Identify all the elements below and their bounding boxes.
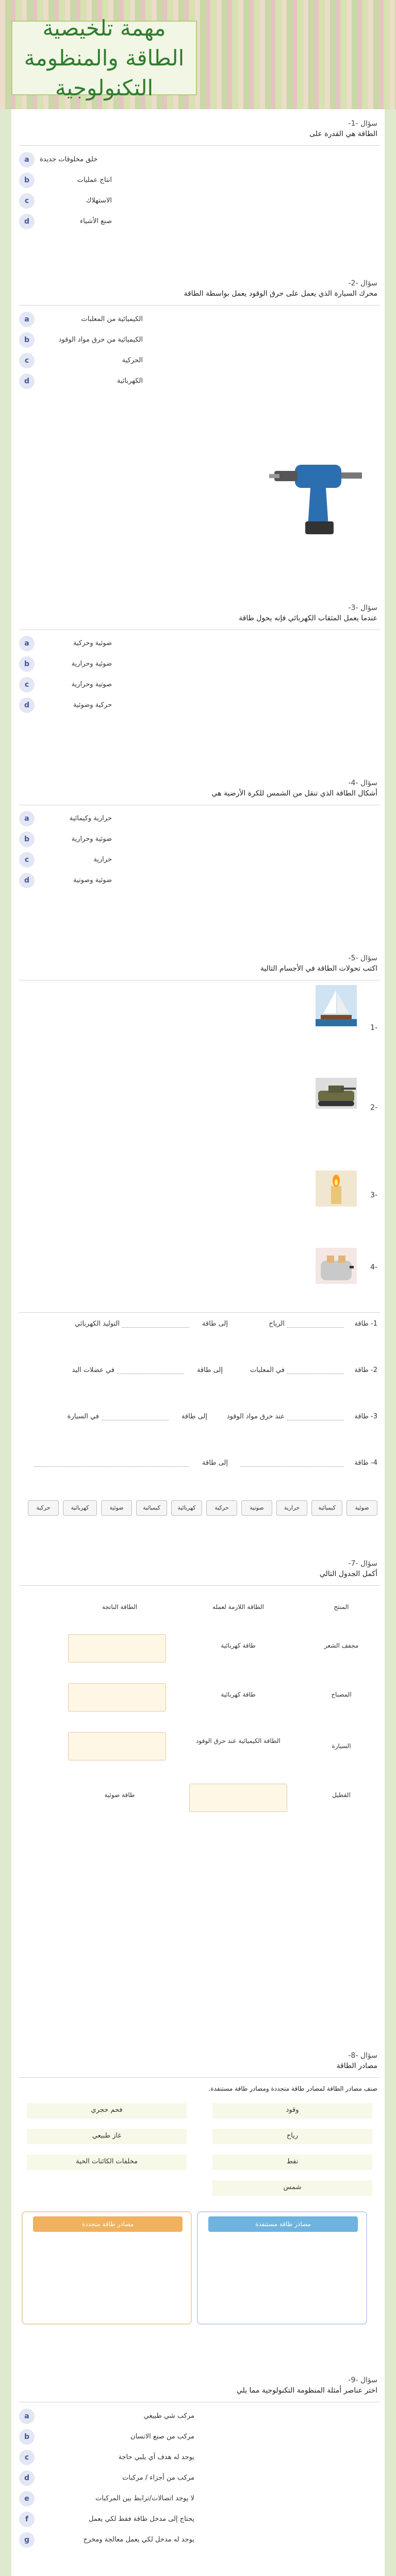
option[interactable] — [19, 2532, 328, 2553]
sort-items — [22, 2103, 377, 2206]
sort-card[interactable]: غاز طبيعي — [27, 2129, 187, 2144]
sort-card[interactable]: رياح — [212, 2129, 372, 2144]
question-number: سؤال -1- — [348, 120, 377, 128]
option[interactable] — [19, 353, 328, 374]
option-letter: c — [19, 2450, 35, 2465]
blank-field[interactable] — [35, 1466, 189, 1467]
zone-label: مصادر طاقة متجددة — [33, 2216, 183, 2232]
electric-drill-image — [269, 444, 367, 542]
option-text: مركب من صنع الانسان — [130, 2433, 194, 2441]
sort-card[interactable]: فحم حجري — [27, 2103, 187, 2119]
word-chip[interactable]: حركية — [206, 1500, 237, 1516]
option[interactable] — [19, 152, 328, 173]
word-chip[interactable]: صوتية — [241, 1500, 272, 1516]
option-text: مركب شي طبيعي — [143, 2412, 194, 2420]
sort-card[interactable]: وقود — [212, 2103, 372, 2119]
answer-input[interactable] — [68, 1732, 166, 1760]
option-text: انتاج عمليات — [77, 176, 112, 184]
table-header: الطاقة اللازمة لعمله — [212, 1603, 264, 1611]
option-text: الاستهلاك — [86, 197, 112, 205]
option[interactable] — [19, 852, 328, 873]
option-letter: a — [19, 312, 35, 327]
row-text: الرياح — [269, 1320, 285, 1328]
option[interactable] — [19, 2450, 328, 2470]
option[interactable] — [19, 811, 328, 832]
question-number: سؤال -7- — [348, 1560, 377, 1568]
word-chip[interactable]: ضوئية — [346, 1500, 377, 1516]
sort-card[interactable]: مخلفات الكائنات الحية — [27, 2155, 187, 2170]
option[interactable] — [19, 832, 328, 852]
row-label: 2- طاقة — [354, 1366, 377, 1374]
option[interactable] — [19, 214, 328, 234]
row-text: إلى طاقة — [181, 1413, 207, 1420]
question-number: سؤال -2- — [348, 279, 377, 287]
option-letter: d — [19, 374, 35, 389]
word-chip[interactable]: ضوئية — [101, 1500, 132, 1516]
fill-row — [22, 1459, 377, 1485]
option[interactable] — [19, 173, 328, 193]
option-letter: d — [19, 2470, 35, 2486]
option-text: خلق مخلوقات جديدة — [40, 156, 98, 163]
option[interactable] — [19, 873, 328, 893]
options-list — [19, 2409, 328, 2553]
blank-field[interactable] — [122, 1327, 189, 1328]
option[interactable] — [19, 312, 328, 332]
table-cell: السيارة — [332, 1742, 351, 1750]
option-letter: b — [19, 656, 35, 672]
fill-row — [22, 1320, 377, 1356]
option[interactable] — [19, 2429, 328, 2450]
option-letter: c — [19, 852, 35, 868]
option-text: مركب من أجزاء / مركبات — [122, 2474, 194, 2482]
option[interactable] — [19, 2470, 328, 2491]
option-text: لا يوجد اتصالات/ترابط بين المركبات — [95, 2495, 194, 2502]
divider — [19, 1312, 380, 1313]
word-chip[interactable]: كيميائية — [311, 1500, 342, 1516]
blank-field[interactable] — [241, 1466, 344, 1467]
item-number: -3 — [370, 1191, 377, 1199]
option[interactable] — [19, 636, 328, 656]
option-letter: c — [19, 677, 35, 692]
option[interactable] — [19, 193, 328, 214]
row-text: في المعلبات — [250, 1366, 285, 1374]
option-text: ضوئية وحرارية — [71, 660, 112, 668]
option-text: الكيميائية من حرق مواد الوقود — [58, 336, 143, 344]
blank-field[interactable] — [287, 1327, 344, 1328]
drop-zone-depleted[interactable] — [197, 2211, 367, 2325]
answer-input[interactable] — [68, 1634, 166, 1663]
table-cell: مجفف الشعر — [324, 1642, 359, 1649]
row-text: في السيارة — [67, 1413, 99, 1420]
word-chip[interactable]: حركية — [28, 1500, 59, 1516]
option[interactable] — [19, 332, 328, 353]
options-list — [19, 312, 328, 394]
option-letter: a — [19, 636, 35, 651]
divider — [19, 1585, 380, 1586]
row-text: إلى طاقة — [202, 1320, 228, 1328]
options-list — [19, 152, 328, 234]
option-text: الكيميائية من المعلبات — [81, 315, 143, 323]
question-number: سؤال -4- — [348, 779, 377, 787]
option-text: الحركية — [122, 357, 143, 364]
option-text: صنع الأشياء — [80, 217, 112, 225]
answer-input[interactable] — [68, 1683, 166, 1711]
candle-image — [316, 1171, 357, 1207]
question-text: أشكال الطاقة الذي تنقل من الشمس للكرة الأرضية هي — [211, 789, 377, 798]
option-letter: d — [19, 698, 35, 713]
option-letter: a — [19, 811, 35, 826]
question-text: عندما يعمل المثقاب الكهربائي فإنه يحول طاقة — [239, 614, 377, 622]
word-chip[interactable]: حرارية — [276, 1500, 307, 1516]
option-text: الكهربائية — [117, 377, 143, 385]
tank-image — [316, 1078, 357, 1109]
table-cell: المصباح — [331, 1691, 352, 1698]
option[interactable] — [19, 2512, 328, 2532]
options-list — [19, 811, 328, 893]
word-chip[interactable]: كهربائية — [63, 1500, 97, 1516]
option-text: حرارية — [93, 856, 112, 863]
word-chip[interactable]: كهربائية — [171, 1500, 202, 1516]
toaster-image — [316, 1248, 357, 1284]
item-number: -4 — [370, 1263, 377, 1272]
option-letter: c — [19, 193, 35, 209]
option-text: ضوئية وحرارية — [71, 835, 112, 843]
option-letter: d — [19, 214, 35, 229]
option-letter: b — [19, 332, 35, 348]
answer-input[interactable] — [189, 1784, 287, 1812]
table-cell: طاقة كهربائية — [221, 1691, 256, 1698]
sort-card[interactable]: نفط — [212, 2155, 372, 2170]
sort-card[interactable]: شمس — [212, 2180, 372, 2196]
option-text: حركية وضوئية — [73, 701, 112, 709]
option-letter: a — [19, 152, 35, 167]
table-cell: الطاقة الكيميائية عند حرق الوقود — [196, 1737, 280, 1744]
table-cell: القطيل — [332, 1791, 351, 1799]
option-letter: f — [19, 2512, 35, 2527]
question-text: الطاقة هي القدرة على — [309, 130, 377, 138]
question-text: مصادر الطاقة — [336, 2062, 377, 2070]
worksheet — [11, 109, 385, 2576]
option-text: ضوئية وحركية — [73, 639, 112, 647]
row-text: التوليد الكهربائي — [74, 1320, 120, 1328]
question-number: سؤال -8- — [348, 2052, 377, 2060]
option-letter: a — [19, 2409, 35, 2424]
question-number: سؤال -3- — [348, 604, 377, 612]
option-letter: d — [19, 873, 35, 888]
table-header: المنتج — [334, 1603, 349, 1611]
fill-row — [22, 1413, 377, 1449]
option-text: صوتية وحرارية — [71, 681, 112, 688]
zone-label: مصادر طاقة مستنفدة — [208, 2216, 358, 2232]
row-text: إلى طاقة — [196, 1366, 223, 1374]
option[interactable] — [19, 677, 328, 698]
option-text: يوجد له هدف أي يلبي حاجة — [118, 2453, 194, 2461]
question-number: سؤال -5- — [348, 954, 377, 962]
instruction-text: صنف مصادر الطاقة لمصادر طاقة متجددة ومصادر طاقة مستنفدة. — [208, 2085, 377, 2092]
option-letter: b — [19, 832, 35, 847]
drop-zone-renewable[interactable] — [22, 2211, 192, 2325]
divider — [19, 305, 380, 306]
divider — [19, 145, 380, 146]
options-list — [19, 636, 328, 718]
option-letter: b — [19, 2429, 35, 2445]
option-letter: b — [19, 173, 35, 188]
table-cell: طاقة كهربائية — [221, 1642, 256, 1649]
energy-table — [22, 1593, 377, 1882]
table-header: الطاقة الناتجة — [102, 1603, 138, 1611]
question-text: اختر عناصر أمثلة المنظومة التكنولوجية مما يلي — [236, 2386, 377, 2395]
option-text: حرارية وكيمائية — [69, 815, 112, 822]
row-label: 4- طاقة — [354, 1459, 377, 1467]
word-chip[interactable]: كيميائية — [136, 1500, 167, 1516]
question-text: أكمل الجدول التالي — [319, 1570, 377, 1578]
option[interactable] — [19, 374, 328, 394]
option[interactable] — [19, 2409, 328, 2429]
row-text: في عضلات اليد — [72, 1366, 114, 1374]
option[interactable] — [19, 656, 328, 677]
sailboat-image — [316, 985, 357, 1026]
option-letter: c — [19, 353, 35, 368]
question-text: محرك السيارة الذي يعمل على حرق الوقود يعمل بواسطة الطاقة — [184, 290, 377, 298]
option-letter: e — [19, 2491, 35, 2506]
option[interactable] — [19, 2491, 328, 2512]
option-text: يحتاج إلى مدخل طاقة فقط لكي يعمل — [88, 2515, 194, 2523]
item-number: -2 — [370, 1104, 377, 1112]
option-text: يوجد له مدخل لكي يعمل معالجة ومخرج — [83, 2536, 194, 2544]
page-title: مهمة تلخيصية الطاقة والمنظومة التكنولوجية — [24, 15, 185, 100]
divider — [19, 2077, 380, 2078]
table-cell: طاقة ضوئية — [104, 1791, 135, 1799]
row-text: إلى طاقة — [202, 1459, 228, 1467]
question-number: سؤال -9- — [348, 2376, 377, 2384]
header-banner — [0, 0, 396, 109]
item-number: -1 — [370, 1024, 377, 1032]
option[interactable] — [19, 698, 328, 718]
word-bank — [22, 1500, 377, 1521]
fill-row — [22, 1366, 377, 1402]
row-label: 1- طاقة — [354, 1320, 377, 1328]
question-text: اكتب تحولات الطاقة في الأجسام التالية — [260, 964, 377, 973]
title-box — [11, 15, 197, 100]
row-text: عند حرق مواد الوقود — [226, 1413, 285, 1420]
option-letter: g — [19, 2532, 35, 2548]
row-label: 3- طاقة — [354, 1413, 377, 1420]
option-text: ضوئية وصوتية — [73, 876, 112, 884]
